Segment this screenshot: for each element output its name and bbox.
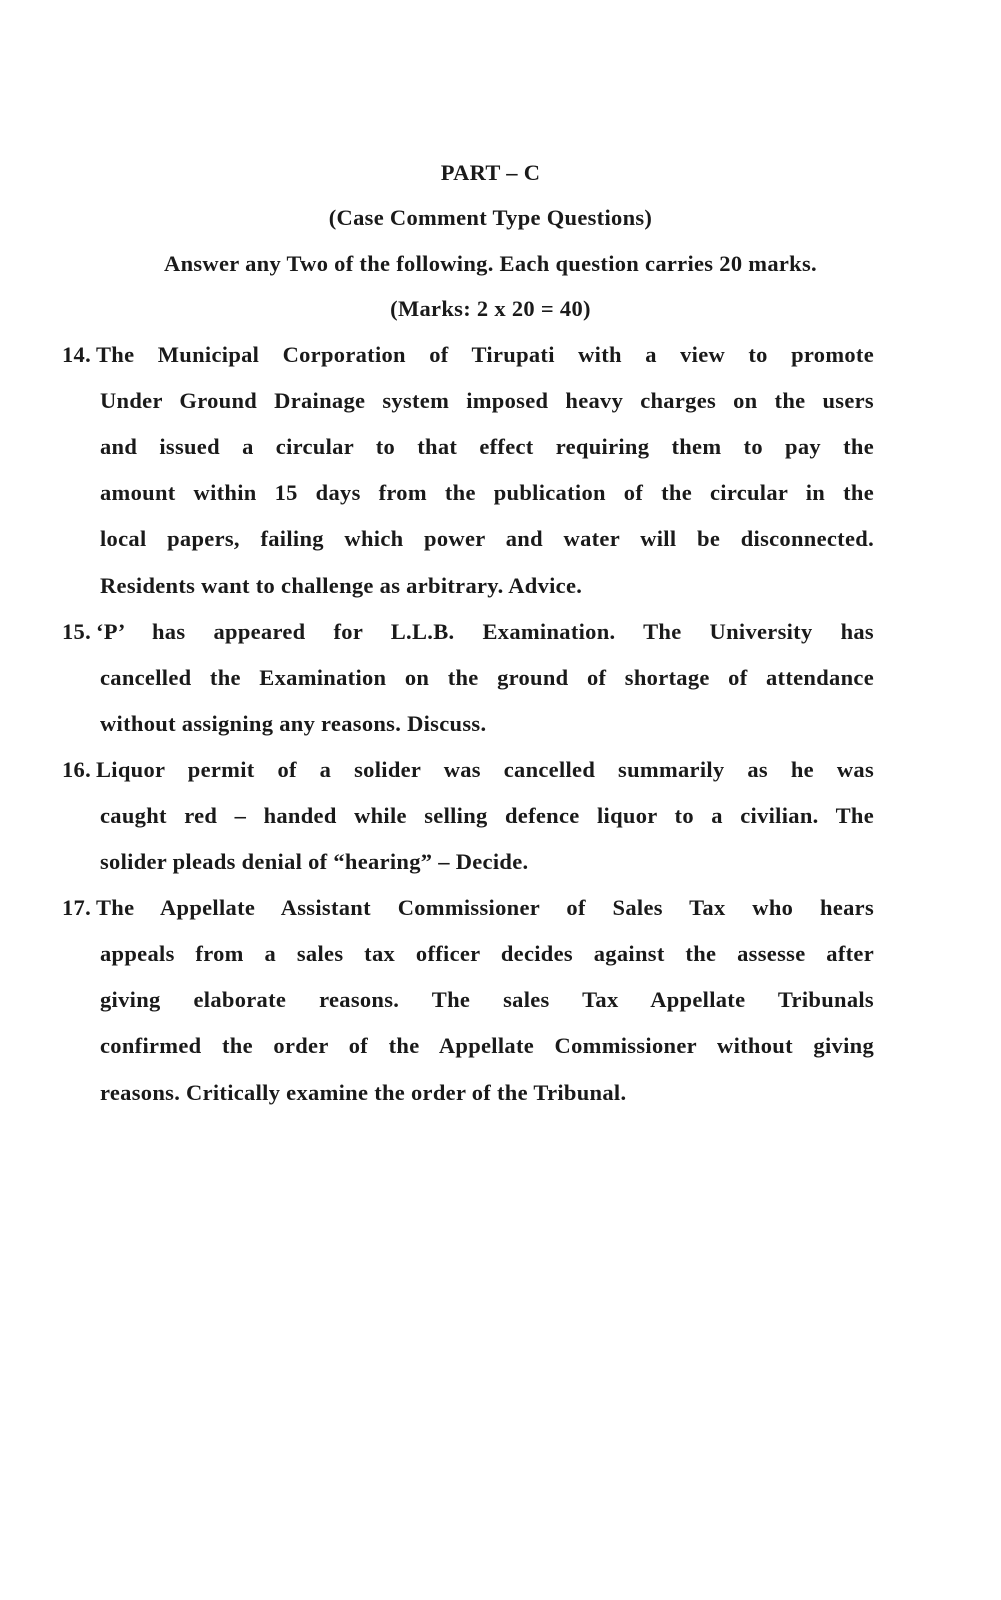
question-text-line: confirmed the order of the Appellate Commissioner without giving (100, 1033, 874, 1059)
question-number: 14. (62, 342, 92, 367)
question-text-line: Residents want to challenge as arbitrary. Advice. (100, 572, 583, 598)
section-subtitle: (Case Comment Type Questions) (328, 205, 653, 230)
question-text-line: without assigning any reasons. Discuss. (100, 710, 487, 736)
question-number: 17. (62, 895, 92, 921)
marks-summary: (Marks: 2 x 20 = 40) (390, 296, 591, 321)
question-text-line: ‘P’ has appeared for L.L.B. Examination. The University has (96, 618, 874, 644)
question-number: 15. (62, 618, 92, 644)
instructions: Answer any Two of the following. Each question carries 20 marks. (164, 251, 817, 276)
question-text-line: Under Ground Drainage system imposed heavy charges on the users (100, 388, 874, 414)
question-text-line: and issued a circular to that effect requiring them to pay the (100, 434, 874, 460)
question-text-line: giving elaborate reasons. The sales Tax Appellate Tribunals (100, 987, 874, 1013)
question-text-line: reasons. Critically examine the order of the Tribunal. (100, 1079, 627, 1105)
question-text-line: Liquor permit of a solider was cancelled summarily as he was (96, 756, 874, 782)
question-number: 16. (62, 756, 92, 782)
part-heading: PART – C (440, 160, 541, 185)
question-text-line: local papers, failing which power and water will be disconnected. (100, 526, 874, 552)
question-text-line: The Municipal Corporation of Tirupati with a view to promote (96, 342, 874, 367)
question-text-line: cancelled the Examination on the ground of shortage of attendance (100, 664, 874, 690)
question-text-line: solider pleads denial of “hearing” – Decide. (100, 849, 529, 875)
question-text-line: amount within 15 days from the publication of the circular in the (100, 480, 874, 506)
question-text-line: caught red – handed while selling defence liquor to a civilian. The (100, 802, 874, 828)
question-text-line: appeals from a sales tax officer decides against the assesse after (100, 941, 874, 967)
question-text-line: The Appellate Assistant Commissioner of Sales Tax who hears (96, 895, 874, 921)
